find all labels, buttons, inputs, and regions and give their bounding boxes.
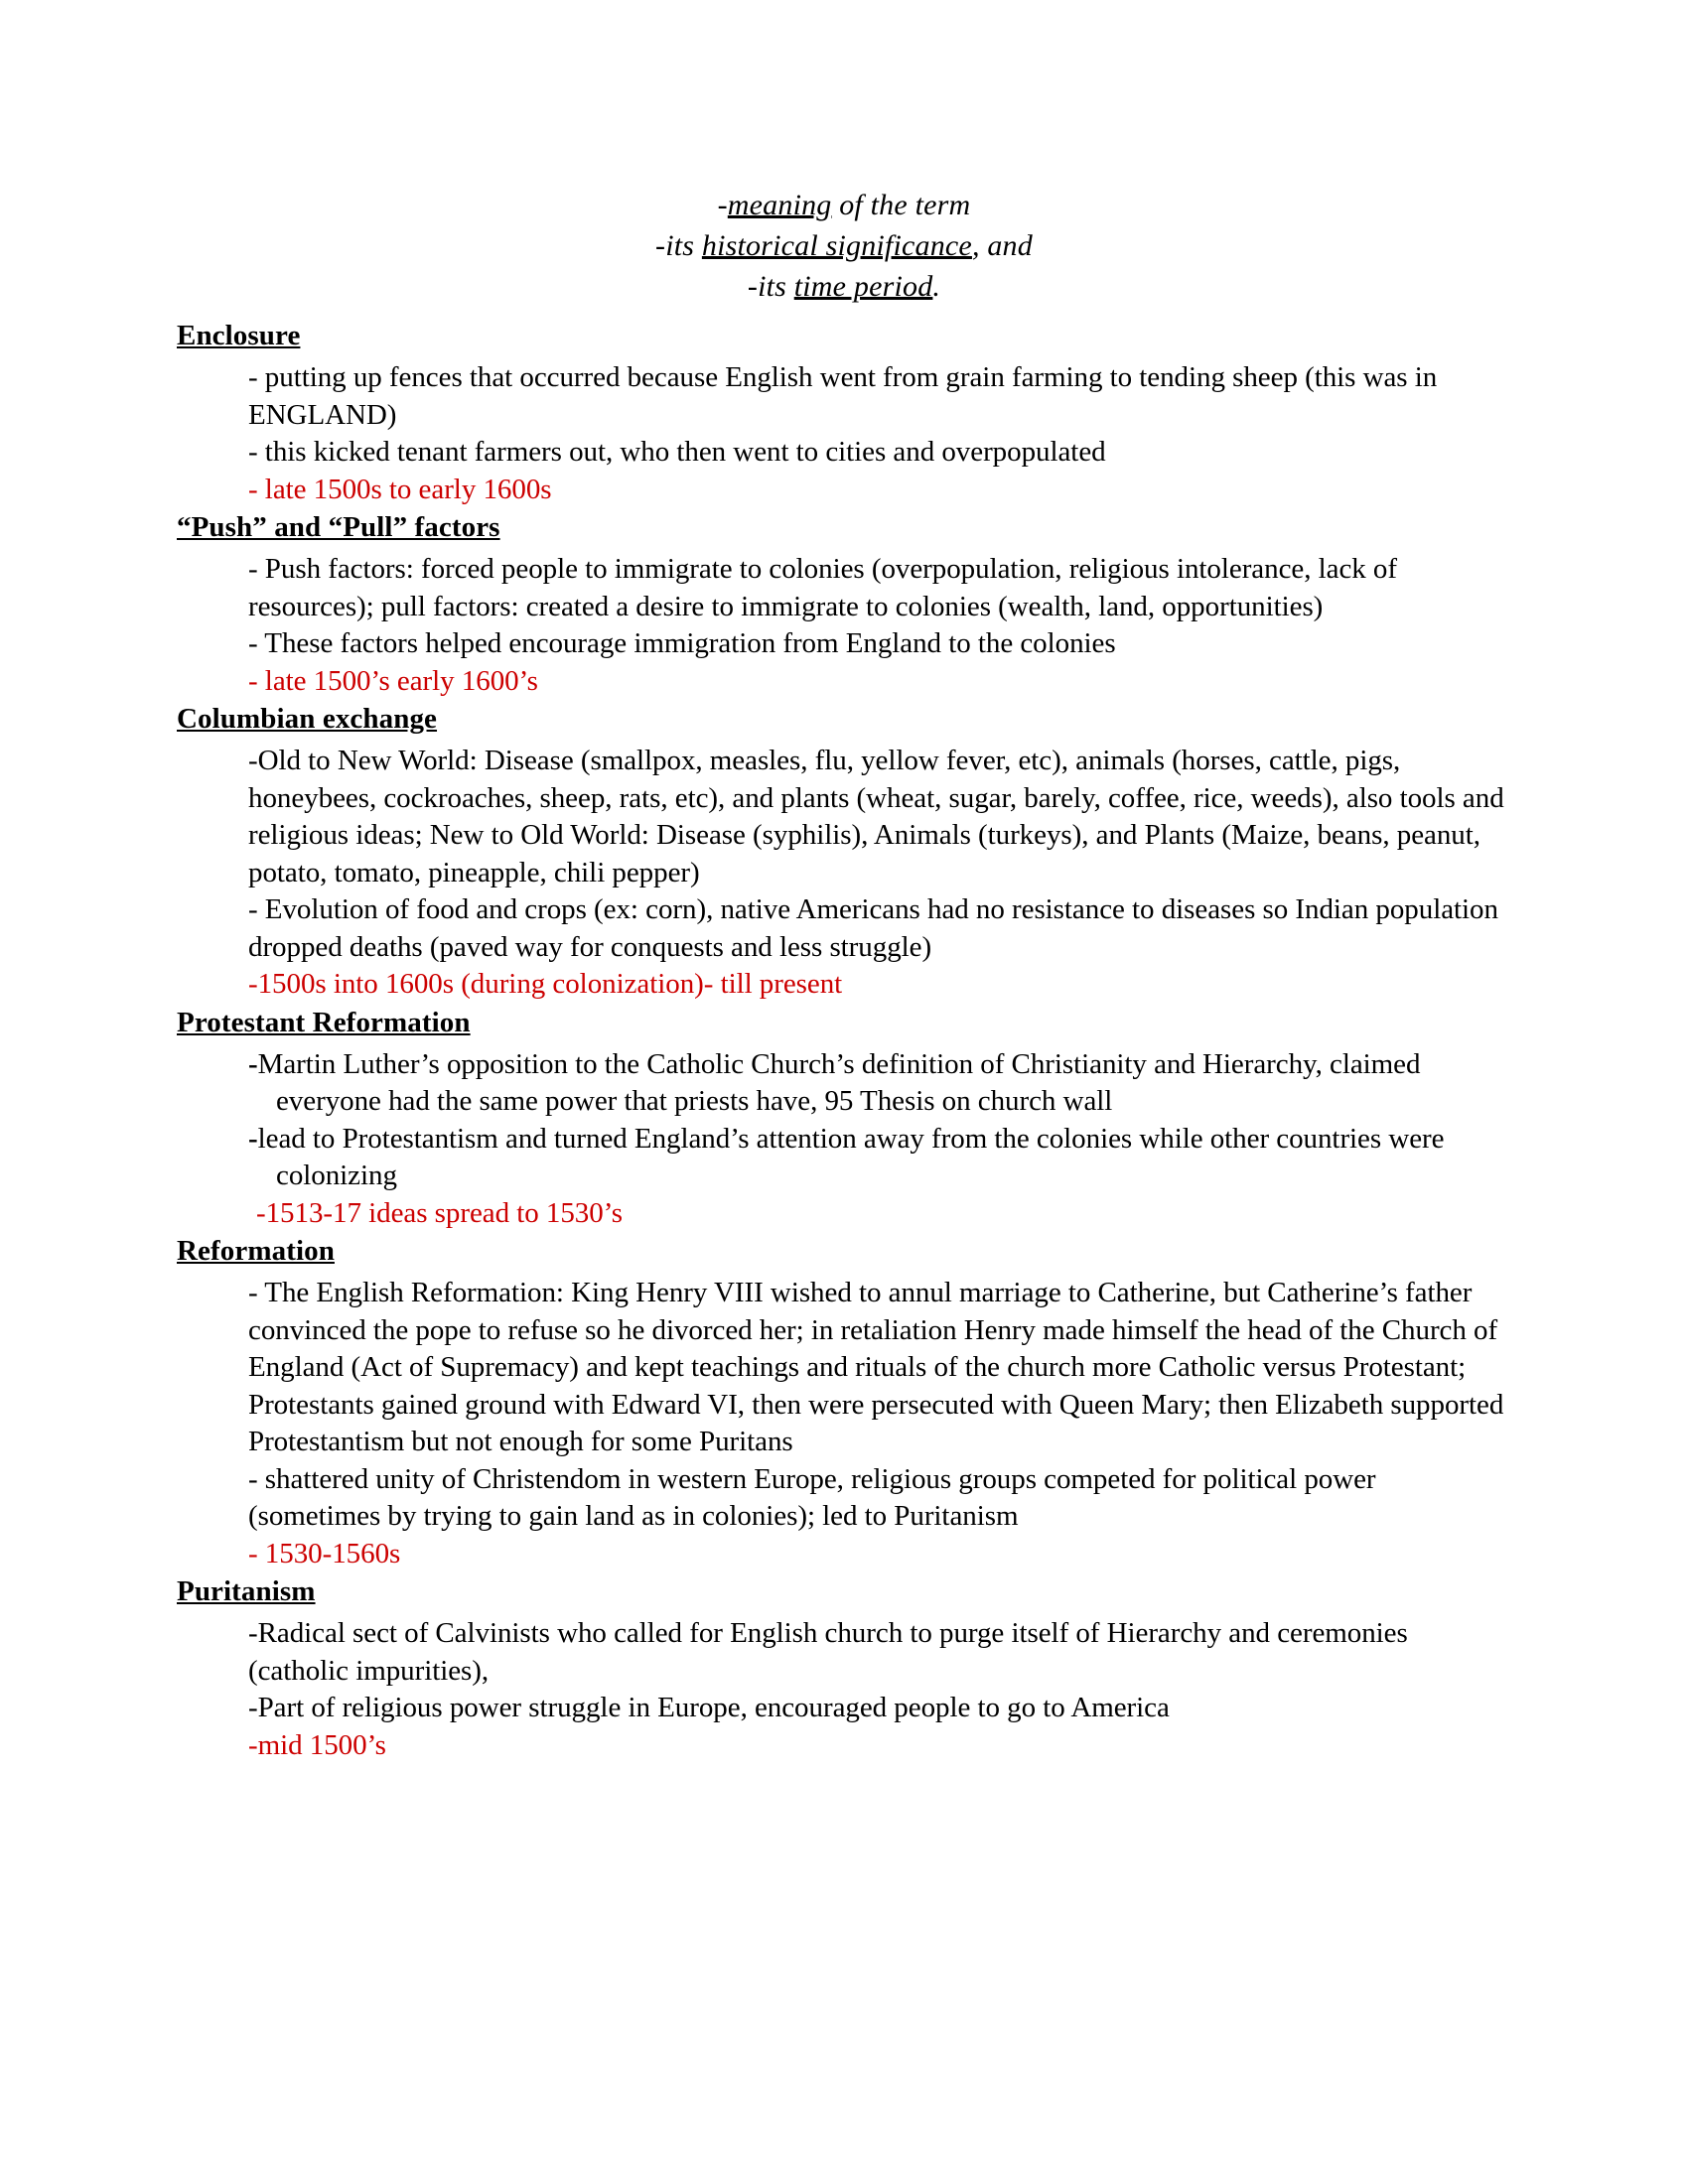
detail-text: lead to Protestantism and turned England’s attention away from the colonies while other countries were colonizing: [257, 1122, 1445, 1191]
term-list: [0, 307, 1688, 1764]
header-line-3: [0, 266, 1688, 307]
term-section: [177, 1572, 1509, 1764]
term-heading-row: [177, 317, 1509, 359]
term-time-period: -1500s into 1600s (during colonization)- till present: [248, 968, 843, 1000]
term-heading-row: [177, 508, 1509, 551]
term-heading: Reformation: [177, 1235, 335, 1267]
term-time-period: - 1530-1560s: [248, 1537, 401, 1570]
term-detail-block: [177, 743, 1509, 1004]
term-time-period: - late 1500’s early 1600’s: [248, 664, 538, 697]
term-time-period: -mid 1500’s: [248, 1728, 386, 1761]
term-heading: Columbian exchange: [177, 703, 438, 735]
header-line-1: [0, 185, 1688, 225]
term-heading-row: [177, 1004, 1509, 1046]
term-detail-line: - putting up fences that occurred because English went from grain farming to tending sheep (this was in ENGLAND): [248, 361, 1438, 431]
term-detail-line: -Old to New World: Disease (smallpox, measles, flu, yellow fever, etc), animals (horses, cattle, pigs, honeybees, cockroaches, sheep, rats, etc), and plants (wheat, sugar, barely, coffee, rice, weeds), also tools and religious ideas; New to Old World: Disease (syphilis), Animals (turkeys), and Plants (Maize, beans, peanut, potato, tomato, pineapple, chili pepper): [248, 745, 1504, 888]
term-detail-block: [177, 1046, 1509, 1233]
detail-bullet-dash: -: [248, 1122, 258, 1155]
term-heading: “Push” and “Pull” factors: [177, 511, 500, 543]
term-detail-block: [177, 1275, 1509, 1572]
detail-bullet-dash: -: [248, 1047, 258, 1080]
term-detail-line: [248, 1121, 1509, 1195]
header-line-2-prefix: -its: [655, 229, 702, 262]
term-detail-line: - Push factors: forced people to immigrate to colonies (overpopulation, religious intolerance, lack of resources); pull factors: created a desire to immigrate to colonies (wealth, land, opportunities): [248, 553, 1397, 622]
term-detail-line: - shattered unity of Christendom in western Europe, religious groups competed for political power (sometimes by trying to gain land as in colonies); led to Puritanism: [248, 1462, 1376, 1532]
term-detail-block: [177, 551, 1509, 700]
header-line-1-suffix: of the term: [831, 189, 971, 221]
header-line-3-suffix: .: [932, 270, 941, 303]
term-detail-line: - The English Reformation: King Henry VIII wished to annul marriage to Catherine, but Catherine’s father convinced the pope to refuse so he divorced her; in retaliation Henry made himself the head of the Church of England (Act of Supremacy) and kept teachings and rituals of the church more Catholic versus Protestant; Protestants gained ground with Edward VI, then were persecuted with Queen Mary; then Elizabeth supported Protestantism but not enough for some Puritans: [248, 1277, 1504, 1457]
term-detail-block: [177, 359, 1509, 508]
term-section: [177, 508, 1509, 700]
term-detail-line: -Part of religious power struggle in Europe, encouraged people to go to America: [248, 1692, 1170, 1723]
term-detail-line: -Radical sect of Calvinists who called for English church to purge itself of Hierarchy and ceremonies (catholic impurities),: [248, 1617, 1408, 1687]
header-line-2-underlined: historical significance: [701, 229, 972, 262]
term-section: [177, 1004, 1509, 1233]
term-detail-block: [177, 1615, 1509, 1764]
term-heading-row: [177, 1232, 1509, 1275]
term-heading: Enclosure: [177, 320, 301, 351]
term-heading: Protestant Reformation: [177, 1006, 471, 1038]
term-section: [177, 700, 1509, 1004]
header-line-2: [0, 225, 1688, 266]
term-detail-line: - Evolution of food and crops (ex: corn), native Americans had no resistance to diseases so Indian population dropped deaths (paved way for conquests and less struggle): [248, 893, 1498, 963]
term-heading-row: [177, 1572, 1509, 1615]
term-heading: Puritanism: [177, 1575, 316, 1607]
term-time-period: - late 1500s to early 1600s: [248, 473, 552, 505]
term-detail-line: [248, 1046, 1509, 1121]
term-section: [177, 317, 1509, 508]
term-time-period: -1513-17 ideas spread to 1530’s: [256, 1196, 623, 1229]
term-heading-row: [177, 700, 1509, 743]
term-section: [177, 1232, 1509, 1572]
header-line-1-underlined: meaning: [727, 189, 832, 221]
header-line-3-prefix: -its: [747, 270, 794, 303]
term-detail-line: - this kicked tenant farmers out, who then went to cities and overpopulated: [248, 436, 1106, 468]
document-header: [0, 0, 1688, 307]
header-line-3-underlined: time period: [793, 270, 933, 303]
term-detail-line: - These factors helped encourage immigration from England to the colonies: [248, 627, 1116, 659]
header-line-1-prefix: -: [717, 189, 728, 221]
header-line-2-suffix: , and: [971, 229, 1033, 262]
detail-text: Martin Luther’s opposition to the Catholic Church’s definition of Christianity and Hierarchy, claimed everyone had the same power that priests have, 95 Thesis on church wall: [257, 1047, 1421, 1117]
